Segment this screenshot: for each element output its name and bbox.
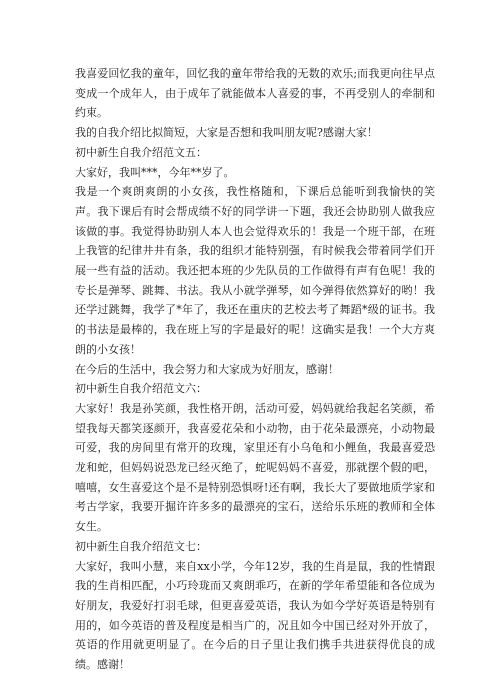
paragraph-closing-1: 我的自我介绍比拟简短，大家是否想和我叫朋友呢?感谢大家！ — [75, 126, 378, 140]
section-heading-5: 初中新生自我介绍范文五： — [75, 145, 207, 159]
greeting-5: 大家好，我叫***，今年**岁了。 — [75, 165, 235, 179]
paragraph-closing-5: 在今后的生活中，我会努力和大家成为好朋友，感谢！ — [75, 362, 339, 376]
paragraph-body-5: 我是一个爽朗爽朗的小女孩，我性格随和，下课后总能听到我愉快的笑声。我下课后有时会帮成绩不好的同学讲一下题，我还会协助别人做我应该做的事。我觉得协助别人本人也会觉得欢乐的！我是一个班干部，在班上我管的纪律井井有条，我的组织才能特别强，有时候我会带着同学们开展一些有益的活动。我还把本班的少先队员的工作做得有声有色呢！我的专长是弹琴、跳舞、书法。我从小就学弹琴，如今弹得依然算好的哟！我还学过跳舞，我学了*年了，我还在重庆的艺校去考了舞蹈*级的证书。我的书法是最棒的，我在班上写的字是最好的呢！这确实是我！一个大方爽朗的小女孩！ — [75, 185, 435, 356]
document-body — [75, 64, 435, 675]
paragraph-body-7: 大家好，我叫小慧，来自xx小学，今年12岁，我的生肖是鼠，我的性情跟我的生肖相匹配，小巧玲珑而又爽朗乖巧，在新的学年希望能和各位成为好朋友，我爱好打羽毛球，但更喜爱英语，我认为如今学好英语是特别有用的，如今英语的普及程度是相当广的，况且如今中国已经对外开放了，英语的作用就更明显了。在今后的日子里让我们携手共进获得优良的成绩。感谢！ — [75, 559, 435, 672]
section-heading-6: 初中新生自我介绍范文六： — [75, 382, 207, 396]
paragraph-body-6: 大家好！我是孙笑颜，我性格开朗，活动可爱，妈妈就给我起名笑颜，希望我每天都笑逐颜开，我喜爱花朵和小动物，由于花朵最漂亮，小动物最可爱，我的房间里有常开的玫瑰，家里还有小乌龟和小鲤鱼，我最喜爱恐龙和蛇，但妈妈说恐龙已经灭绝了，蛇呢妈妈不喜爱，那就摆个假的吧，嘻嘻，女生喜爱这个是不是特别恐惧呀!还有啊，我长大了要做地质学家和考古学家，我要开掘许许多多的最漂亮的宝石，送给乐乐班的教师和全体女生。 — [75, 401, 435, 534]
section-heading-7: 初中新生自我介绍范文七： — [75, 539, 207, 553]
paragraph-childhood: 我喜爱回忆我的童年，回忆我的童年带给我的无数的欢乐;而我更向往早点变成一个成年人，由于成年了就能做本人喜爱的事，不再受别人的牵制和约束。 — [75, 67, 435, 120]
